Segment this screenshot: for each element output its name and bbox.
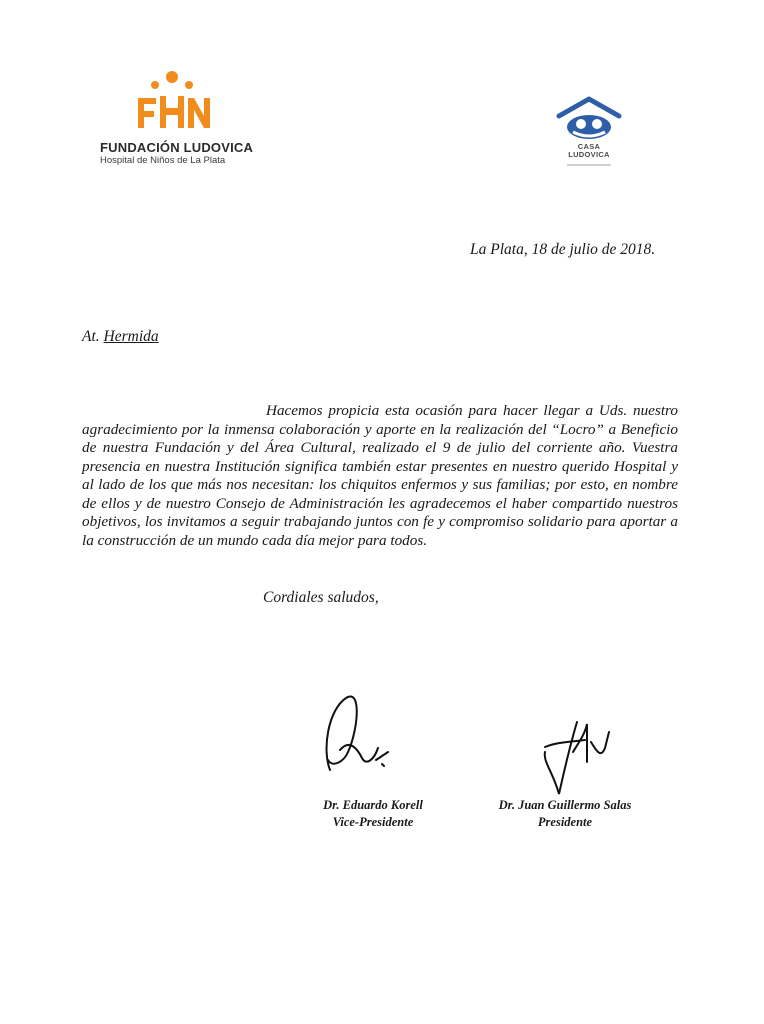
letter-recipient (82, 328, 159, 346)
casa-name-line2: LUDOVICA (568, 149, 610, 159)
casa-ludovica-logo (553, 96, 625, 176)
fhn-logo-mark (132, 70, 212, 132)
fhn-subtitle: Hospital de Niños de La Plata (100, 155, 226, 166)
letter-closing: Cordiales saludos, (263, 589, 379, 606)
signatory-title: Presidente (537, 815, 593, 829)
signature-salas (535, 712, 615, 797)
casa-tagline-rule (567, 164, 611, 166)
signatory-president (490, 797, 640, 831)
signature-korell (318, 690, 398, 780)
signatory-name: Dr. Eduardo Korell (323, 798, 423, 812)
casa-name (553, 143, 625, 158)
letter-date: La Plata, 18 de julio de 2018. (470, 241, 656, 258)
recipient-prefix: At. (82, 328, 100, 345)
signatory-title: Vice-Presidente (332, 815, 414, 829)
fhn-org-name: FUNDACIÓN LUDOVICA (100, 140, 254, 155)
signatory-vice-president (308, 797, 438, 831)
recipient-name: Hermida (103, 328, 159, 345)
fundacion-ludovica-logo (100, 70, 260, 170)
casa-house-icon (553, 96, 625, 142)
casa-name-line1: CASA (577, 142, 601, 151)
letter-body: Hacemos propicia esta ocasión para hacer llegar a Uds. nuestro agradecimiento por la inmensa colaboración y aporte en la realización del “Locro” a Beneficio de nuestra Fundación y del Área Cultural, realizado el 9 de julio del corriente año. Vuestra presencia en nuestra Institución significa también estar presentes en nuestro querido Hospital y al lado de los que más nos necesitan: los chiquitos enfermos y sus familias; por esto, en nombre de ellos y de nuestro Consejo de Administración les agradecemos el haber compartido nuestros objetivos, los invitamos a seguir trabajando juntos con fe y compromiso solidario para aportar a la construcción de un mundo cada día mejor para todos. (82, 402, 678, 549)
signatory-name: Dr. Juan Guillermo Salas (498, 798, 632, 812)
